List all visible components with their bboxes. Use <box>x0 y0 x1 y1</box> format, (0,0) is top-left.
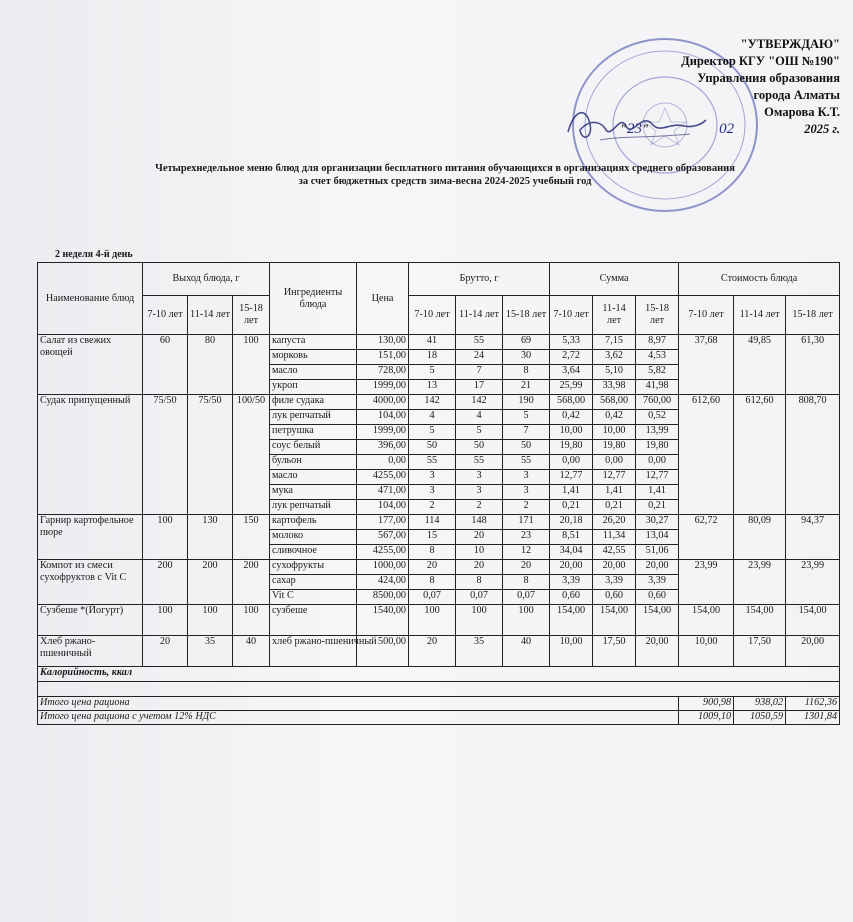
ingredient-brutto: 142 <box>409 395 456 410</box>
ingredient-price: 424,00 <box>357 575 409 590</box>
header-brutto-age-7-10: 7-10 лет <box>409 296 456 335</box>
ingredient-sum: 10,00 <box>550 425 593 440</box>
ingredient-sum: 0,52 <box>636 410 679 425</box>
ingredient-sum: 20,00 <box>636 560 679 575</box>
dish-output: 200 <box>188 560 233 605</box>
header-sum-age-7-10: 7-10 лет <box>550 296 593 335</box>
approval-name: Омарова К.Т. <box>764 105 840 119</box>
approval-block <box>620 36 840 138</box>
ingredient-brutto: 20 <box>456 530 503 545</box>
header-brutto-age-15-18: 15-18 лет <box>503 296 550 335</box>
ingredient-brutto: 100 <box>456 605 503 636</box>
ingredient-price: 4255,00 <box>357 470 409 485</box>
header-brutto-age-11-14: 11-14 лет <box>456 296 503 335</box>
dish-cost: 612,60 <box>679 395 734 515</box>
ingredient-sum: 7,15 <box>593 335 636 350</box>
ingredient-brutto: 23 <box>503 530 550 545</box>
ingredient-sum: 10,00 <box>593 425 636 440</box>
ingredient-brutto: 10 <box>456 545 503 560</box>
header-sum-age-15-18: 15-18 лет <box>636 296 679 335</box>
ingredient-brutto: 20 <box>456 560 503 575</box>
ingredient-brutto: 15 <box>409 530 456 545</box>
ingredient-sum: 19,80 <box>550 440 593 455</box>
header-output-age-15-18: 15-18 лет <box>233 296 270 335</box>
header-dish-cost: Стоимость блюда <box>679 263 840 296</box>
ingredient-brutto: 3 <box>409 470 456 485</box>
ingredient-sum: 3,39 <box>550 575 593 590</box>
ingredient-sum: 3,64 <box>550 365 593 380</box>
ingredient-brutto: 20 <box>503 560 550 575</box>
header-output: Выход блюда, г <box>143 263 270 296</box>
ingredient-price: 4255,00 <box>357 545 409 560</box>
ingredient-sum: 0,60 <box>593 590 636 605</box>
total-vat-15-18: 1301,84 <box>786 711 840 725</box>
ingredient-sum: 5,33 <box>550 335 593 350</box>
ingredient-sum: 51,06 <box>636 545 679 560</box>
ingredient-brutto: 2 <box>409 500 456 515</box>
ingredient-name: соус белый <box>270 440 357 455</box>
ingredient-brutto: 171 <box>503 515 550 530</box>
dish-cost: 49,85 <box>734 335 786 395</box>
ingredient-brutto: 20 <box>409 636 456 667</box>
ingredient-name: Vit C <box>270 590 357 605</box>
ingredient-sum: 154,00 <box>636 605 679 636</box>
ingredient-sum: 8,97 <box>636 335 679 350</box>
dish-cost: 154,00 <box>734 605 786 636</box>
ingredient-sum: 17,50 <box>593 636 636 667</box>
ingredient-brutto: 12 <box>503 545 550 560</box>
dish-output: 200 <box>233 560 270 605</box>
ingredient-brutto: 35 <box>456 636 503 667</box>
total-ration-11-14: 938,02 <box>734 697 786 711</box>
ingredient-brutto: 50 <box>409 440 456 455</box>
approval-city: города Алматы <box>753 88 840 102</box>
ingredient-sum: 13,99 <box>636 425 679 440</box>
ingredient-brutto: 13 <box>409 380 456 395</box>
ingredient-sum: 0,60 <box>636 590 679 605</box>
dish-name: Судак припущенный <box>38 395 143 515</box>
dish-output: 60 <box>143 335 188 395</box>
ingredient-name: сузбеше <box>270 605 357 636</box>
ingredient-brutto: 8 <box>456 575 503 590</box>
dish-cost: 23,99 <box>679 560 734 605</box>
ingredient-sum: 10,00 <box>550 636 593 667</box>
ingredient-sum: 3,39 <box>593 575 636 590</box>
ingredient-brutto: 3 <box>456 485 503 500</box>
total-ration-7-10: 900,98 <box>679 697 734 711</box>
ingredient-brutto: 0,07 <box>503 590 550 605</box>
ingredient-brutto: 17 <box>456 380 503 395</box>
dish-output: 35 <box>188 636 233 667</box>
approval-date-year: 2025 г. <box>804 122 840 136</box>
ingredient-brutto: 8 <box>503 365 550 380</box>
dish-output: 75/50 <box>143 395 188 515</box>
ingredient-name: сахар <box>270 575 357 590</box>
ingredient-brutto: 0,07 <box>456 590 503 605</box>
ingredient-sum: 5,82 <box>636 365 679 380</box>
header-output-age-7-10: 7-10 лет <box>143 296 188 335</box>
dish-cost: 37,68 <box>679 335 734 395</box>
dish-output: 100 <box>188 605 233 636</box>
ingredient-brutto: 5 <box>456 425 503 440</box>
ingredient-sum: 25,99 <box>550 380 593 395</box>
ingredient-price: 151,00 <box>357 350 409 365</box>
ingredient-brutto: 142 <box>456 395 503 410</box>
dish-cost: 94,37 <box>786 515 840 560</box>
dish-cost: 62,72 <box>679 515 734 560</box>
ingredient-sum: 5,10 <box>593 365 636 380</box>
approval-date-day: 23 <box>626 121 642 137</box>
header-brutto: Брутто, г <box>409 263 550 296</box>
ingredient-name: капуста <box>270 335 357 350</box>
ingredient-brutto: 50 <box>503 440 550 455</box>
ingredient-brutto: 55 <box>456 455 503 470</box>
ingredient-sum: 34,04 <box>550 545 593 560</box>
header-price: Цена <box>357 263 409 335</box>
ingredient-brutto: 55 <box>456 335 503 350</box>
dish-cost: 154,00 <box>679 605 734 636</box>
ingredient-brutto: 20 <box>409 560 456 575</box>
ingredient-sum: 41,98 <box>636 380 679 395</box>
total-vat-7-10: 1009,10 <box>679 711 734 725</box>
header-dish-name: Наименование блюд <box>38 263 143 335</box>
header-cost-age-7-10: 7-10 лет <box>679 296 734 335</box>
ingredient-brutto: 2 <box>503 500 550 515</box>
ingredient-sum: 0,21 <box>550 500 593 515</box>
dish-output: 20 <box>143 636 188 667</box>
approval-position: Директор КГУ "ОШ №190" <box>681 54 840 68</box>
ingredient-price: 396,00 <box>357 440 409 455</box>
ingredient-price: 4000,00 <box>357 395 409 410</box>
ingredient-brutto: 3 <box>503 470 550 485</box>
ingredient-brutto: 40 <box>503 636 550 667</box>
ingredient-brutto: 148 <box>456 515 503 530</box>
approval-department: Управления образования <box>697 71 840 85</box>
dish-output: 200 <box>143 560 188 605</box>
table-row <box>38 636 840 667</box>
total-ration-label: Итого цена рациона <box>38 697 679 711</box>
dish-output: 100/50 <box>233 395 270 515</box>
ingredient-brutto: 7 <box>503 425 550 440</box>
ingredient-price: 177,00 <box>357 515 409 530</box>
ingredient-sum: 8,51 <box>550 530 593 545</box>
dish-output: 130 <box>188 515 233 560</box>
ingredient-sum: 12,77 <box>550 470 593 485</box>
ingredient-name: хлеб ржано-пшеничный <box>270 636 357 667</box>
ingredient-sum: 568,00 <box>550 395 593 410</box>
menu-table-body <box>38 335 840 667</box>
ingredient-brutto: 0,07 <box>409 590 456 605</box>
total-vat-11-14: 1050,59 <box>734 711 786 725</box>
ingredient-sum: 33,98 <box>593 380 636 395</box>
ingredient-sum: 11,34 <box>593 530 636 545</box>
ingredient-sum: 42,55 <box>593 545 636 560</box>
dish-output: 100 <box>143 515 188 560</box>
approval-heading: "УТВЕРЖДАЮ" <box>740 37 840 51</box>
title-line-1: Четырехнедельное меню блюд для организации бесплатного питания обучающихся в организациях среднего образования <box>155 163 735 174</box>
ingredient-name: лук репчатый <box>270 410 357 425</box>
ingredient-sum: 3,39 <box>636 575 679 590</box>
ingredient-price: 104,00 <box>357 500 409 515</box>
dish-cost: 80,09 <box>734 515 786 560</box>
dish-output: 100 <box>233 335 270 395</box>
header-cost-age-15-18: 15-18 лет <box>786 296 840 335</box>
dish-cost: 808,70 <box>786 395 840 515</box>
ingredient-name: филе судака <box>270 395 357 410</box>
ingredient-price: 1999,00 <box>357 380 409 395</box>
ingredient-brutto: 8 <box>409 575 456 590</box>
ingredient-name: масло <box>270 470 357 485</box>
ingredient-sum: 2,72 <box>550 350 593 365</box>
ingredient-brutto: 55 <box>409 455 456 470</box>
ingredient-sum: 12,77 <box>593 470 636 485</box>
ingredient-sum: 26,20 <box>593 515 636 530</box>
ingredient-brutto: 41 <box>409 335 456 350</box>
dish-cost: 23,99 <box>786 560 840 605</box>
table-row <box>38 560 840 575</box>
dish-cost: 20,00 <box>786 636 840 667</box>
ingredient-sum: 20,00 <box>593 560 636 575</box>
total-ration-15-18: 1162,36 <box>786 697 840 711</box>
dish-cost: 61,30 <box>786 335 840 395</box>
dish-output: 80 <box>188 335 233 395</box>
ingredient-sum: 154,00 <box>550 605 593 636</box>
ingredient-sum: 1,41 <box>593 485 636 500</box>
dish-name: Гарнир картофельное пюре <box>38 515 143 560</box>
ingredient-price: 130,00 <box>357 335 409 350</box>
ingredient-brutto: 5 <box>503 410 550 425</box>
ingredient-brutto: 3 <box>409 485 456 500</box>
dish-output: 100 <box>233 605 270 636</box>
ingredient-brutto: 3 <box>456 470 503 485</box>
ingredient-price: 104,00 <box>357 410 409 425</box>
ingredient-brutto: 5 <box>409 425 456 440</box>
ingredient-brutto: 21 <box>503 380 550 395</box>
dish-cost: 17,50 <box>734 636 786 667</box>
header-cost-age-11-14: 11-14 лет <box>734 296 786 335</box>
ingredient-brutto: 8 <box>503 575 550 590</box>
week-day-label: 2 неделя 4-й день <box>55 249 133 260</box>
header-output-age-11-14: 11-14 лет <box>188 296 233 335</box>
ingredient-sum: 13,04 <box>636 530 679 545</box>
ingredient-sum: 0,42 <box>593 410 636 425</box>
ingredient-sum: 154,00 <box>593 605 636 636</box>
ingredient-sum: 0,21 <box>593 500 636 515</box>
ingredient-brutto: 69 <box>503 335 550 350</box>
title-line-2: за счет бюджетных средств зима-весна 2024-2025 учебный год <box>298 176 592 187</box>
ingredient-brutto: 190 <box>503 395 550 410</box>
document-title <box>100 162 790 188</box>
header-sum: Сумма <box>550 263 679 296</box>
ingredient-sum: 1,41 <box>550 485 593 500</box>
table-row <box>38 515 840 530</box>
dish-name: Сузбеше *(Йогурт) <box>38 605 143 636</box>
ingredient-brutto: 24 <box>456 350 503 365</box>
ingredient-price: 500,00 <box>357 636 409 667</box>
ingredient-price: 1999,00 <box>357 425 409 440</box>
ingredient-price: 8500,00 <box>357 590 409 605</box>
ingredient-sum: 760,00 <box>636 395 679 410</box>
calories-row: Калорийность, ккал <box>38 667 840 682</box>
ingredient-name: петрушка <box>270 425 357 440</box>
header-ingredients: Ингредиенты блюда <box>270 263 357 335</box>
ingredient-brutto: 8 <box>409 545 456 560</box>
ingredient-brutto: 114 <box>409 515 456 530</box>
ingredient-sum: 19,80 <box>593 440 636 455</box>
header-sum-age-11-14: 11-14 лет <box>593 296 636 335</box>
ingredient-sum: 4,53 <box>636 350 679 365</box>
ingredient-name: бульон <box>270 455 357 470</box>
ingredient-sum: 568,00 <box>593 395 636 410</box>
ingredient-name: молоко <box>270 530 357 545</box>
ingredient-sum: 0,00 <box>636 455 679 470</box>
dish-output: 40 <box>233 636 270 667</box>
ingredient-brutto: 2 <box>456 500 503 515</box>
ingredient-sum: 30,27 <box>636 515 679 530</box>
dish-output: 100 <box>143 605 188 636</box>
ingredient-sum: 0,21 <box>636 500 679 515</box>
ingredient-name: сливочное <box>270 545 357 560</box>
ingredient-price: 1000,00 <box>357 560 409 575</box>
ingredient-sum: 0,00 <box>550 455 593 470</box>
dish-output: 75/50 <box>188 395 233 515</box>
spacer-row <box>38 682 840 697</box>
ingredient-sum: 0,00 <box>593 455 636 470</box>
ingredient-sum: 12,77 <box>636 470 679 485</box>
ingredient-brutto: 4 <box>409 410 456 425</box>
ingredient-sum: 3,62 <box>593 350 636 365</box>
ingredient-name: морковь <box>270 350 357 365</box>
ingredient-price: 1540,00 <box>357 605 409 636</box>
ingredient-price: 0,00 <box>357 455 409 470</box>
ingredient-brutto: 18 <box>409 350 456 365</box>
ingredient-price: 567,00 <box>357 530 409 545</box>
dish-name: Компот из смеси сухофруктов с Vit C <box>38 560 143 605</box>
ingredient-brutto: 30 <box>503 350 550 365</box>
table-row <box>38 395 840 410</box>
dish-name: Хлеб ржано-пшеничный <box>38 636 143 667</box>
ingredient-name: масло <box>270 365 357 380</box>
ingredient-sum: 19,80 <box>636 440 679 455</box>
ingredient-brutto: 55 <box>503 455 550 470</box>
ingredient-sum: 20,18 <box>550 515 593 530</box>
ingredient-name: сухофрукты <box>270 560 357 575</box>
dish-cost: 23,99 <box>734 560 786 605</box>
total-vat-label: Итого цена рациона с учетом 12% НДС <box>38 711 679 725</box>
menu-table <box>37 262 840 725</box>
ingredient-price: 728,00 <box>357 365 409 380</box>
ingredient-sum: 0,42 <box>550 410 593 425</box>
ingredient-sum: 1,41 <box>636 485 679 500</box>
ingredient-name: лук репчатый <box>270 500 357 515</box>
dish-cost: 612,60 <box>734 395 786 515</box>
ingredient-name: укроп <box>270 380 357 395</box>
ingredient-sum: 20,00 <box>636 636 679 667</box>
ingredient-name: картофель <box>270 515 357 530</box>
ingredient-price: 471,00 <box>357 485 409 500</box>
dish-cost: 10,00 <box>679 636 734 667</box>
ingredient-brutto: 50 <box>456 440 503 455</box>
ingredient-brutto: 100 <box>503 605 550 636</box>
dish-name: Салат из свежих овощей <box>38 335 143 395</box>
table-row <box>38 335 840 350</box>
ingredient-brutto: 7 <box>456 365 503 380</box>
ingredient-sum: 20,00 <box>550 560 593 575</box>
ingredient-name: мука <box>270 485 357 500</box>
approval-date-month: 02 <box>719 121 735 137</box>
dish-cost: 154,00 <box>786 605 840 636</box>
ingredient-sum: 0,60 <box>550 590 593 605</box>
ingredient-brutto: 5 <box>409 365 456 380</box>
ingredient-brutto: 4 <box>456 410 503 425</box>
table-row <box>38 605 840 636</box>
approval-date: "23" 02 2025 г. <box>620 121 840 137</box>
ingredient-brutto: 100 <box>409 605 456 636</box>
dish-output: 150 <box>233 515 270 560</box>
ingredient-brutto: 3 <box>503 485 550 500</box>
